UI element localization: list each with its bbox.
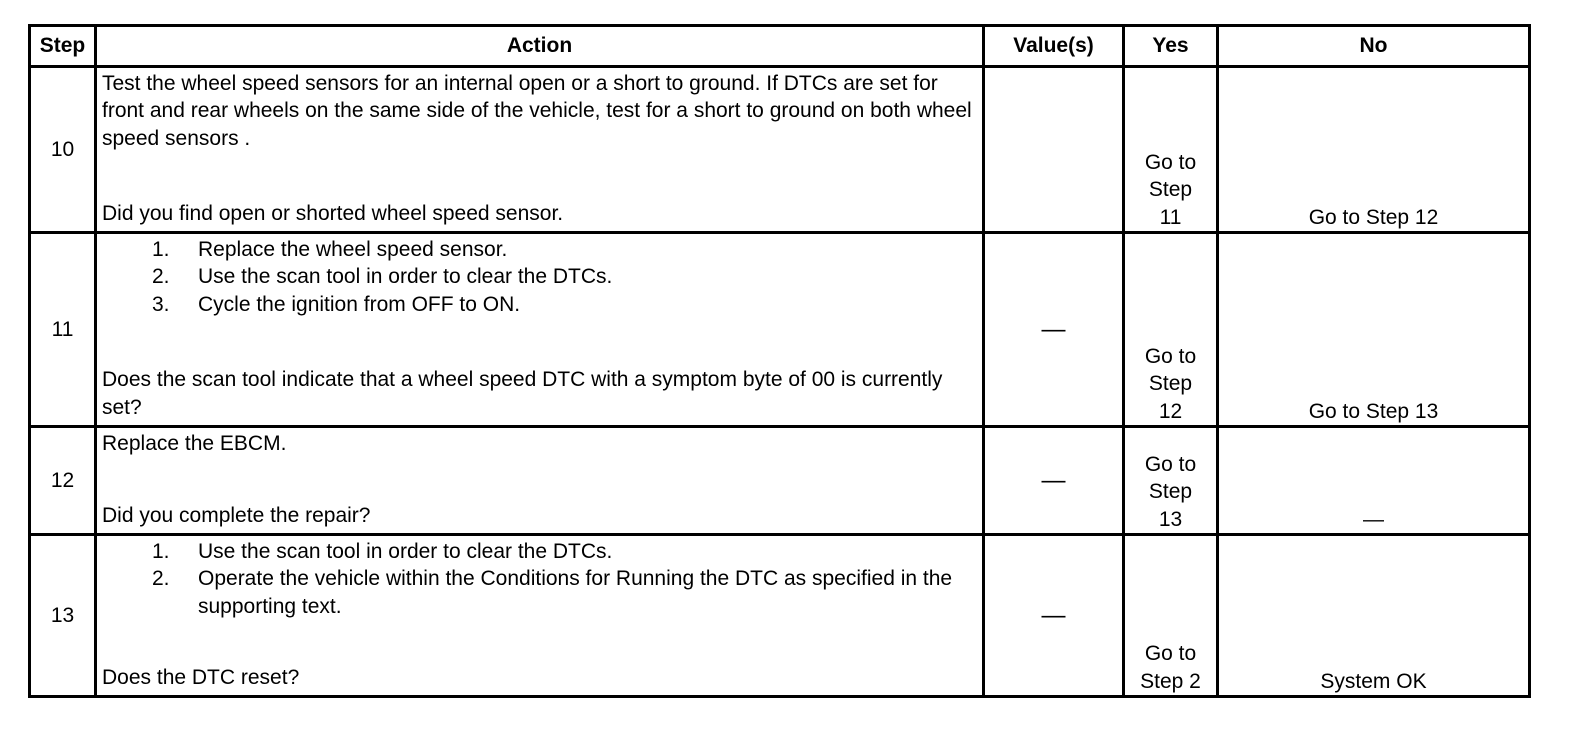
substep-number: 2. [152, 567, 170, 591]
no-outcome: Go to Step 13 [1308, 399, 1439, 423]
no-cell [1218, 67, 1530, 233]
step-number: 12 [30, 427, 96, 535]
no-cell [1218, 233, 1530, 427]
action-question: Did you complete the repair? [102, 503, 371, 527]
header-yes: Yes [1124, 26, 1218, 67]
yes-outcome: Go to Step 13 [1144, 453, 1197, 531]
action-cell [96, 233, 984, 427]
yes-cell [1124, 67, 1218, 233]
substep-text: Use the scan tool in order to clear the DTCs. [198, 540, 613, 563]
header-row [30, 26, 1530, 67]
action-cell [96, 67, 984, 233]
substep-item [152, 291, 978, 318]
substep-item [152, 236, 978, 263]
table-row [30, 233, 1530, 427]
substep-number: 2. [152, 265, 170, 289]
value-cell: — [984, 535, 1124, 697]
substep-number: 1. [152, 238, 170, 261]
header-no: No [1218, 26, 1530, 67]
value-cell: — [984, 233, 1124, 427]
action-cell [96, 535, 984, 697]
action-content [97, 536, 982, 695]
yes-cell [1124, 535, 1218, 697]
substep-number: 3. [152, 292, 170, 316]
action-content [97, 428, 982, 533]
table-row [30, 427, 1530, 535]
action-question: Does the scan tool indicate that a wheel speed DTC with a symptom byte of 00 is currently set? [102, 368, 943, 419]
substep-text: Replace the wheel speed sensor. [198, 238, 508, 261]
value-cell [984, 67, 1124, 233]
yes-outcome: Go to Step 12 [1144, 345, 1197, 423]
action-instructions [102, 236, 978, 318]
step-number: 11 [30, 233, 96, 427]
substep-number: 1. [152, 540, 170, 563]
substep-item [152, 565, 978, 620]
substep-text: Operate the vehicle within the Conditions for Running the DTC as specified in the supporting text. [198, 567, 953, 618]
step-number: 10 [30, 67, 96, 233]
action-cell [96, 427, 984, 535]
header-step: Step [30, 26, 96, 67]
no-outcome: — [1363, 507, 1384, 531]
substep-text: Cycle the ignition from OFF to ON. [198, 292, 521, 316]
step-number: 13 [30, 535, 96, 697]
substep-item [152, 263, 978, 290]
substep-item [152, 538, 978, 565]
action-content [97, 68, 982, 231]
no-cell [1218, 535, 1530, 697]
yes-cell [1124, 233, 1218, 427]
action-instructions [102, 538, 978, 620]
yes-outcome: Go to Step 11 [1144, 151, 1197, 229]
substep-list [102, 236, 978, 318]
diagnostic-table [28, 24, 1531, 698]
table-row [30, 67, 1530, 233]
yes-outcome: Go to Step 2 [1140, 642, 1201, 693]
action-instructions [102, 70, 978, 152]
action-text: Replace the EBCM. [102, 432, 287, 455]
value-cell: — [984, 427, 1124, 535]
substep-text: Use the scan tool in order to clear the DTCs. [198, 265, 613, 289]
no-cell [1218, 427, 1530, 535]
substep-list [102, 538, 978, 620]
action-question: Does the DTC reset? [102, 665, 300, 689]
action-instructions [102, 430, 978, 457]
action-question: Did you find open or shorted wheel speed sensor. [102, 201, 564, 225]
yes-cell [1124, 427, 1218, 535]
table-row [30, 535, 1530, 697]
no-outcome: Go to Step 12 [1308, 205, 1439, 229]
header-values: Value(s) [984, 26, 1124, 67]
no-outcome: System OK [1320, 669, 1427, 693]
action-content [97, 234, 982, 425]
action-text: Test the wheel speed sensors for an internal open or a short to ground. If DTCs are set for front and rear wheels on the same side of the vehicle, test for a short to ground on both wheel speed sensors . [102, 72, 978, 150]
header-action: Action [96, 26, 984, 67]
